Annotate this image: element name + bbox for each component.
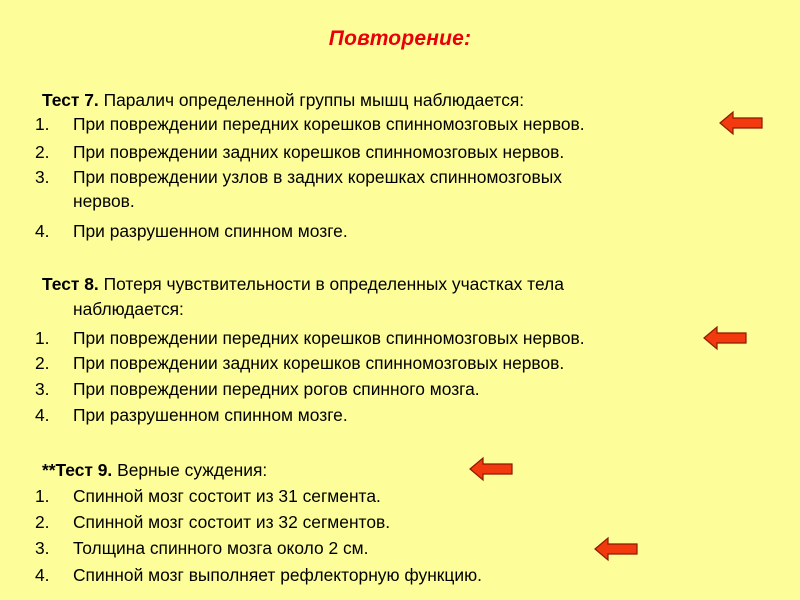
test8-option-1-text: При повреждении передних корешков спинномозговых нервов. [73,328,585,348]
test9-option-2-text: Спинной мозг состоит из 32 сегментов. [73,512,391,532]
left-arrow-icon [703,325,747,351]
left-arrow-icon [719,110,763,136]
test9-option-3-number: 3. [35,538,50,558]
test9-option-1-text: Спинной мозг состоит из 31 сегмента. [73,486,381,506]
test7-option-3-text-cont: нервов. [73,191,135,211]
test8-option-2-text: При повреждении задних корешков спинномозговых нервов. [73,353,565,373]
slide-title: Повторение: [328,27,472,50]
test9-option-4-number: 4. [35,565,50,585]
test7-option-1-number: 1. [35,114,50,134]
test7-option-3-text: При повреждении узлов в задних корешках спинномозговых [73,167,562,187]
test9-option-3-text: Толщина спинного мозга около 2 см. [73,538,369,558]
test9-question: Верные суждения: [112,460,268,480]
test9-heading [42,459,267,481]
test8-option-1-number: 1. [35,328,50,348]
test8-option-3-text: При повреждении передних рогов спинного мозга. [73,379,480,399]
test7-question: Паралич определенной группы мышц наблюдается: [98,90,525,110]
test9-option-1-number: 1. [35,486,50,506]
test7-option-1-text: При повреждении передних корешков спинномозговых нервов. [73,114,585,134]
test8-option-4-number: 4. [35,405,50,425]
left-arrow-icon [469,456,513,482]
test8-option-3-number: 3. [35,379,50,399]
test8-question-cont: наблюдается: [73,299,184,319]
test9-label: **Тест 9. [42,460,113,480]
test8-question: Потеря чувствительности в определенных участках тела [98,274,564,294]
test8-heading [42,273,564,295]
left-arrow-icon [594,536,638,562]
test7-option-4-text: При разрушенном спинном мозге. [73,221,348,241]
test7-option-2-number: 2. [35,142,50,162]
test7-label: Тест 7. [42,90,99,110]
test7-option-3-number: 3. [35,167,50,187]
test8-option-2-number: 2. [35,353,50,373]
test8-label: Тест 8. [42,274,99,294]
test8-option-4-text: При разрушенном спинном мозге. [73,405,348,425]
test7-heading [42,89,524,111]
test7-option-4-number: 4. [35,221,50,241]
test9-option-4-text: Спинной мозг выполняет рефлекторную функцию. [73,565,482,585]
test9-option-2-number: 2. [35,512,50,532]
test7-option-2-text: При повреждении задних корешков спинномозговых нервов. [73,142,565,162]
